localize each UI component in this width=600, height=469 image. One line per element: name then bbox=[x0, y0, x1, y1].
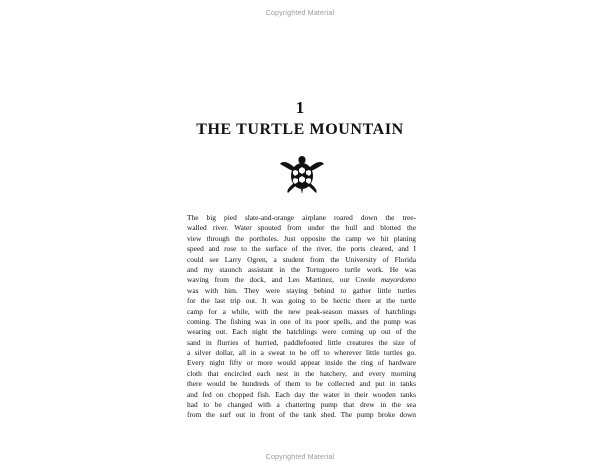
body-line: camp for a while, with the new peak-season masses of hatchlings bbox=[187, 306, 416, 316]
body-line: a silver dollar, all in a sweat to be off to wherever little turtles go. bbox=[187, 348, 416, 358]
body-line: speed and rose to the surface of the river, the ports cleared, and I bbox=[187, 244, 416, 254]
chapter-number: 1 bbox=[295, 98, 305, 117]
chapter-title: THE TURTLE MOUNTAIN bbox=[196, 121, 404, 138]
body-line: from the surf out in front of the tank shed. The pump broke down bbox=[187, 410, 416, 420]
watermark-top: Copyrighted Material bbox=[265, 10, 335, 17]
body-line: there would be hundreds of them to be collected and put in tanks bbox=[187, 379, 416, 389]
body-line: for the last trip out. It was going to be hectic there at the turtle bbox=[187, 296, 416, 306]
body-line: view through the portholes. Just opposite the camp we hit planing bbox=[187, 233, 416, 243]
body-line: coming. The fishing was in one of its poor spells, and the pump was bbox=[187, 316, 416, 326]
body-line: could see Larry Ogren, a student from the University of Florida bbox=[187, 254, 416, 264]
sea-turtle-icon bbox=[279, 155, 325, 195]
body-line: wearing out. Each night the hatchlings were coming up out of the bbox=[187, 327, 416, 337]
body-line: and my staunch assistant in the Tortuguero turtle work. He was bbox=[187, 264, 416, 274]
body-line: walled river. Water spouted from under the hull and blotted the bbox=[187, 223, 416, 233]
body-line: was with him. They were staying behind to gather little turtles bbox=[187, 285, 416, 295]
watermark-bottom: Copyrighted Material bbox=[265, 454, 335, 461]
chapter-body bbox=[187, 213, 416, 421]
body-line: waving from the dock, and Leo Martinez, our Creole mayordomo bbox=[187, 275, 416, 285]
body-line: Every night fifty or more would appear inside the ring of hardware bbox=[187, 358, 416, 368]
body-line: had to be changed with a chattering pump that drew in the sea bbox=[187, 400, 416, 410]
body-line: cloth that encircled each nest in the hatchery, and every morning bbox=[187, 368, 416, 378]
body-line: The big pied slate-and-orange airplane roared down the tree- bbox=[187, 213, 416, 222]
body-line: and fed on chopped fish. Each day the water in their wooden tanks bbox=[187, 389, 416, 399]
body-line: sand in flurries of hurried, paddlefooted little creatures the size of bbox=[187, 337, 416, 347]
